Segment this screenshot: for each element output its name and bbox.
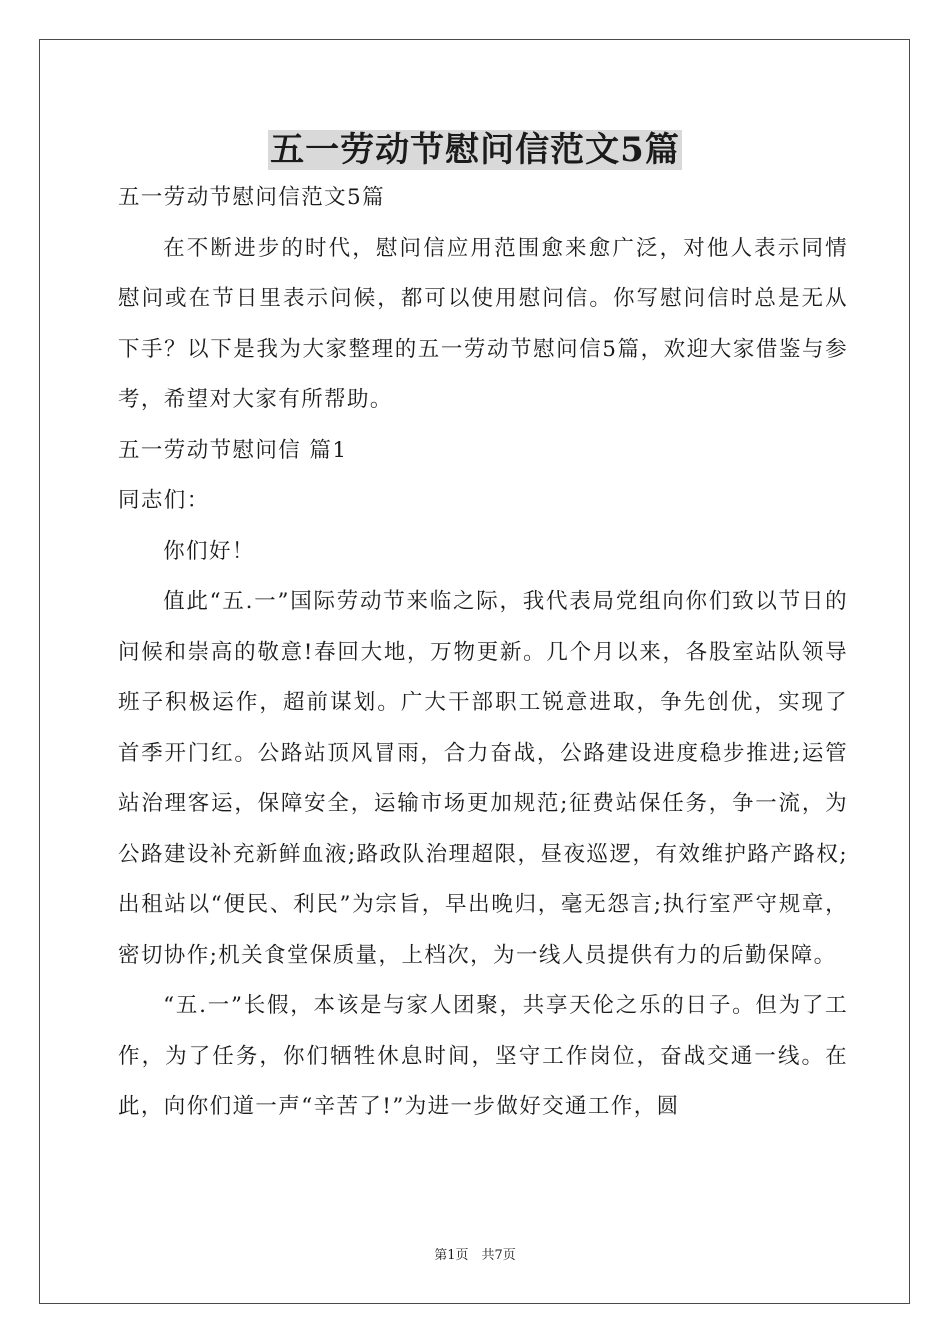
paragraph: 五一劳动节慰问信范文5篇: [118, 185, 385, 210]
document-body: [118, 173, 848, 1133]
paragraph: 你们好！: [163, 538, 255, 564]
page-number: 第1页 共7页: [434, 1248, 516, 1263]
paragraph: 五一劳动节慰问信 篇1: [118, 437, 348, 463]
page-title: [0, 126, 950, 174]
paragraph: 值此“五.一”国际劳动节来临之际，我代表局党组向你们致以节日的问候和崇高的敬意!春回大地，万物更新。几个月以来，各股室站队领导班子积极运作，超前谋划。广大干部职工锐意进取，争先创优，实现了首季开门红。公路站顶风冒雨，合力奋战，公路建设进度稳步推进;运管站治理客运，保障安全，运输市场更加规范;征费站保任务，争一流，为公路建设补充新鲜血液;路政队治理超限，昼夜巡逻，有效维护路产路权;出租站以“便民、利民”为宗旨，早出晚归，毫无怨言;执行室严守规章，密切协作;机关食堂保质量，上档次，为一线人员提供有力的后勤保障。: [118, 589, 848, 968]
paragraph: 在不断进步的时代，慰问信应用范围愈来愈广泛，对他人表示同情慰问或在节日里表示问候，都可以使用慰问信。你写慰问信时总是无从下手？以下是我为大家整理的五一劳动节慰问信5篇，欢迎大家借鉴与参考，希望对大家有所帮助。: [118, 235, 848, 412]
paragraph: “五.一”长假，本该是与家人团聚，共享天伦之乐的日子。但为了工作，为了任务，你们牺牲休息时间，坚守工作岗位，奋战交通一线。在此，向你们道一声“辛苦了!”为进一步做好交通工作，圆: [118, 993, 848, 1119]
title-text: 五一劳动节慰问信范文5篇: [270, 130, 680, 170]
paragraph: 同志们：: [118, 488, 210, 513]
